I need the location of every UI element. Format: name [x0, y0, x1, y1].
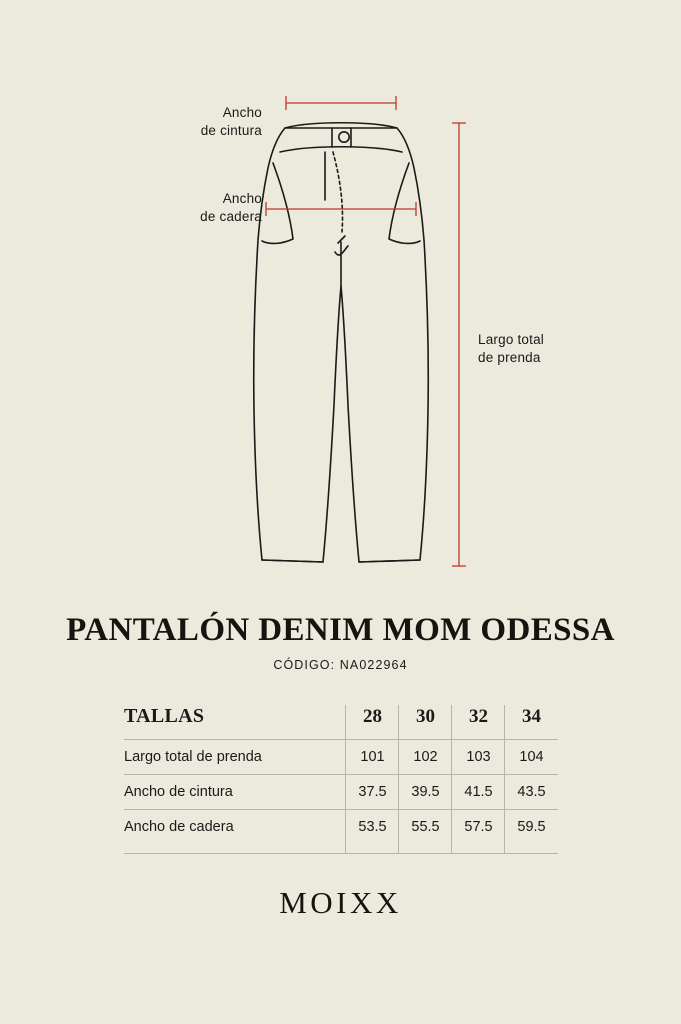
row-label-largo: Largo total de prenda	[124, 740, 346, 775]
cell-largo-30: 102	[399, 740, 452, 775]
measurement-lines	[266, 96, 466, 566]
length-measure-line	[452, 123, 466, 566]
cell-cintura-30: 39.5	[399, 775, 452, 810]
table-column-divider	[451, 705, 452, 853]
callout-waist-line1: Ancho	[222, 105, 262, 120]
cell-cadera-32: 57.5	[452, 810, 505, 845]
title-block	[0, 612, 681, 672]
callout-length-line1: Largo total	[478, 332, 544, 347]
cell-cintura-28: 37.5	[346, 775, 399, 810]
callout-waist	[118, 104, 262, 140]
waist-measure-line	[286, 96, 396, 110]
product-code: CÓDIGO: NA022964	[273, 658, 408, 672]
callout-waist-line2: de cintura	[200, 123, 262, 139]
table-row	[124, 740, 558, 775]
table-header-size-32: 32	[469, 705, 488, 727]
callout-hip-line1: Ancho	[222, 191, 262, 206]
row-label-cintura: Ancho de cintura	[124, 775, 346, 810]
jeans-outline	[254, 123, 429, 562]
table-row	[124, 810, 558, 845]
table-header-label: TALLAS	[124, 705, 205, 727]
table-row	[124, 775, 558, 810]
callout-hip	[108, 190, 262, 226]
cell-largo-28: 101	[346, 740, 399, 775]
table-column-divider	[398, 705, 399, 853]
table-header-size-34: 34	[522, 705, 541, 727]
table-bottom-border	[124, 853, 558, 854]
cell-cadera-34: 59.5	[505, 810, 558, 845]
cell-cintura-32: 41.5	[452, 775, 505, 810]
brand-logo: MOIXX	[279, 885, 402, 920]
table-column-divider	[504, 705, 505, 853]
cell-largo-32: 103	[452, 740, 505, 775]
table-header-size-28: 28	[363, 705, 382, 727]
table-header-row	[124, 705, 558, 740]
cell-cadera-30: 55.5	[399, 810, 452, 845]
cell-cintura-34: 43.5	[505, 775, 558, 810]
table-column-divider	[345, 705, 346, 853]
table-header-size-30: 30	[416, 705, 435, 727]
size-table	[124, 705, 558, 844]
callout-length	[478, 331, 628, 367]
cell-cadera-28: 53.5	[346, 810, 399, 845]
callout-length-line2: de prenda	[478, 350, 541, 366]
row-label-cadera: Ancho de cadera	[124, 810, 346, 845]
callout-hip-line2: de cadera	[200, 209, 262, 225]
page-title: PANTALÓN DENIM MOM ODESSA	[66, 612, 615, 648]
cell-largo-34: 104	[505, 740, 558, 775]
